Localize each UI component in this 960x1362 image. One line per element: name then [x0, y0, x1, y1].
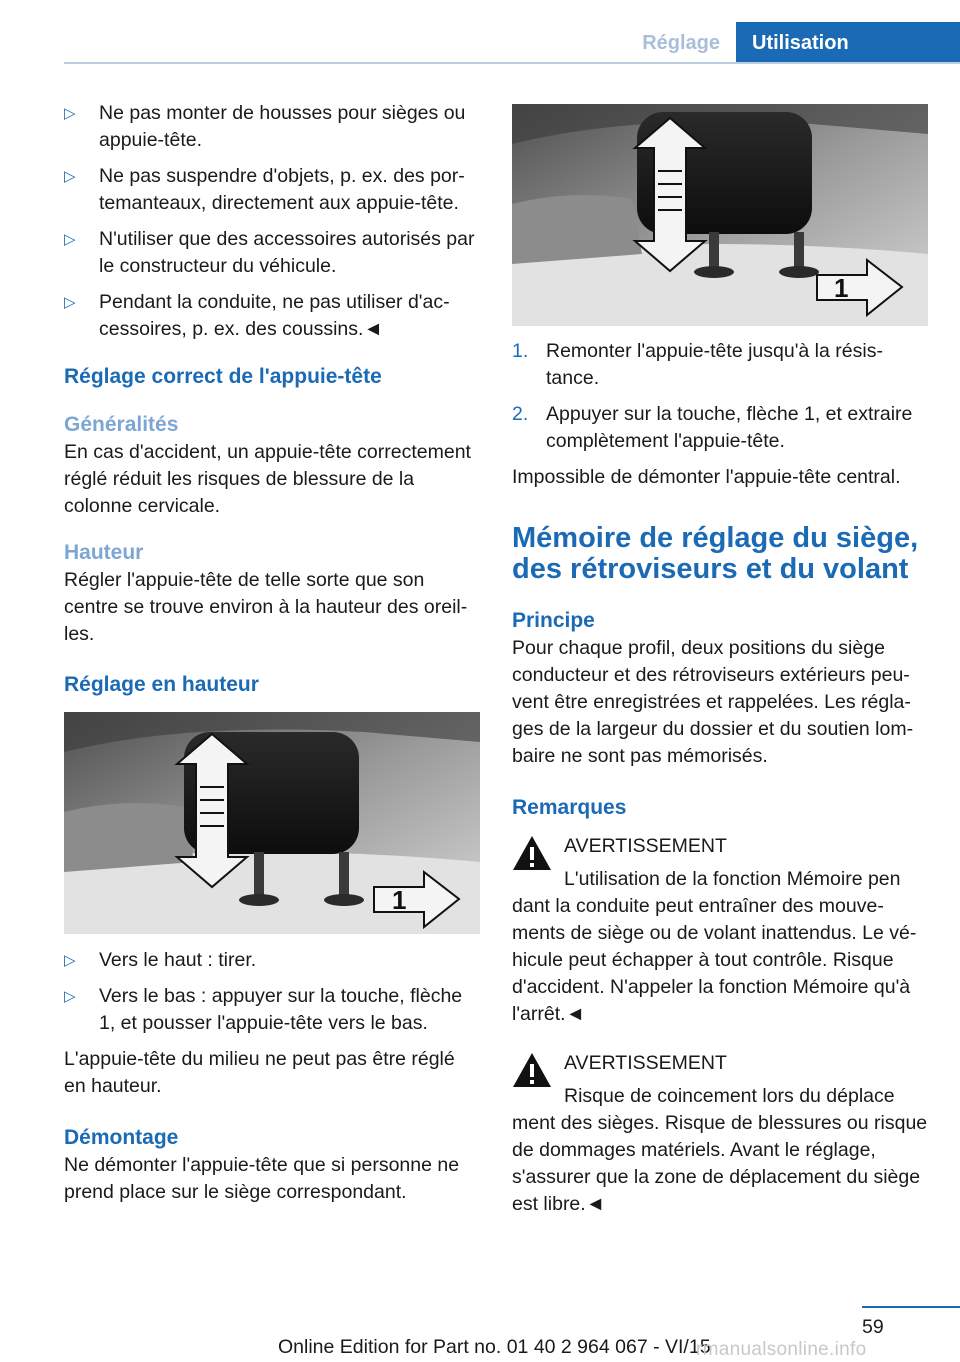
page-number: 59 [862, 1316, 884, 1338]
heading-remarks: Remarques [512, 796, 627, 819]
paragraph-middle-headrest: L'appuie-tête du milieu ne peut pas être réglé en hauteur. [64, 1048, 455, 1097]
edition-text: Online Edition for Part no. 01 40 2 964 067 - VI/15 [278, 1336, 711, 1358]
list-item: ▷ Ne pas monter de housses pour sièges ou appuie-tête. [64, 102, 466, 151]
warning-title: AVERTISSEMENT [564, 835, 727, 857]
warning-text: dant la conduite peut entraîner des mouvements de siège ou de volant inattendus. Le véhicule peut échapper à tout contrôle. Risque d'accident. N'appeler la fonction Mémoire qu'à l'arrêt.◄ [512, 895, 917, 1025]
heading-correct-adjustment: Réglage correct de l'appuie-tête [64, 365, 382, 388]
heading-memory: Mémoire de réglage du siège, des rétroviseurs et du volant [512, 522, 919, 585]
list-item: ▷ Vers le haut : tirer. [64, 947, 480, 974]
list-item: ▷ Ne pas suspendre d'objets, p. ex. des portemanteaux, directement aux appuie-tête. [64, 165, 465, 214]
header-divider [64, 62, 960, 64]
triangle-bullet-icon: ▷ [64, 231, 76, 248]
adjust-bullet-list [64, 947, 480, 1037]
list-item: ▷ N'utiliser que des accessoires autorisés par le constructeur du véhicule. [64, 228, 475, 277]
triangle-bullet-icon: ▷ [64, 168, 76, 185]
step-number: 2. [512, 403, 529, 425]
heading-principle: Principe [512, 609, 595, 632]
left-column [64, 100, 480, 1206]
headrest-illustration [512, 104, 928, 326]
headrest-removal-photo [512, 104, 928, 326]
safety-bullet-list [64, 100, 480, 343]
heading-height: Hauteur [64, 541, 144, 564]
paragraph-principle: Pour chaque profil, deux positions du siège conducteur et des rétroviseurs extérieurs peuvent être enregistrées et rappelées. Les réglages de la largeur du dossier et du soutien lombaire ne sont pas mémorisés. [512, 637, 914, 767]
heading-removal: Démontage [64, 1126, 179, 1149]
heading-height-adjustment: Réglage en hauteur [64, 673, 259, 696]
paragraph-general: En cas d'accident, un appuie-tête correctement réglé réduit les risques de blessure de la colonne cervicale. [64, 441, 471, 517]
warning-triangle-icon [512, 835, 552, 871]
step-number: 1. [512, 340, 529, 362]
paragraph-height: Régler l'appuie-tête de telle sorte que son centre se trouve environ à la hauteur des oreilles. [64, 569, 468, 645]
warning-title: AVERTISSEMENT [564, 1052, 727, 1074]
header-section: Réglage [642, 32, 720, 54]
paragraph-removal: Ne démonter l'appuie-tête que si personne ne prend place sur le siège correspondant. [64, 1154, 460, 1203]
removal-steps-list [512, 338, 928, 455]
warning-text: ment des sièges. Risque de blessures ou risque de dommages matériels. Avant le réglage, s'assurer que la zone de déplacement du siège est libre.◄ [512, 1112, 928, 1215]
warning-block [512, 1050, 928, 1218]
warning-triangle-icon [512, 1052, 552, 1088]
photo-callout-number: 1 [392, 885, 407, 915]
headrest-height-photo [64, 712, 480, 934]
triangle-bullet-icon: ▷ [64, 294, 76, 311]
header-chapter-tab: Utilisation [736, 22, 960, 64]
right-column [512, 104, 928, 1218]
footer-divider [862, 1306, 960, 1308]
paragraph-central-headrest: Impossible de démonter l'appuie-tête central. [512, 466, 901, 488]
list-item: 1. Remonter l'appuie-tête jusqu'à la résistance. [512, 340, 883, 389]
list-item: 2. Appuyer sur la touche, flèche 1, et extraire complètement l'appuie-tête. [512, 403, 913, 452]
triangle-bullet-icon: ▷ [64, 952, 76, 969]
triangle-bullet-icon: ▷ [64, 988, 76, 1005]
list-item: ▷ Pendant la conduite, ne pas utiliser d'accessoires, p. ex. des coussins.◄ [64, 291, 450, 340]
heading-general: Généralités [64, 413, 179, 436]
warning-text-first-line: L'utilisation de la fonction Mémoire pen [564, 868, 901, 890]
warning-text-first-line: Risque de coincement lors du déplace [564, 1085, 895, 1107]
watermark: rmanualsonline.info [696, 1339, 867, 1360]
triangle-bullet-icon: ▷ [64, 105, 76, 122]
warning-block [512, 833, 928, 1028]
photo-callout-number: 1 [834, 273, 849, 303]
list-item: ▷ Vers le bas : appuyer sur la touche, flèche 1, et pousser l'appuie-tête vers le bas. [64, 985, 463, 1034]
headrest-illustration [64, 712, 480, 934]
